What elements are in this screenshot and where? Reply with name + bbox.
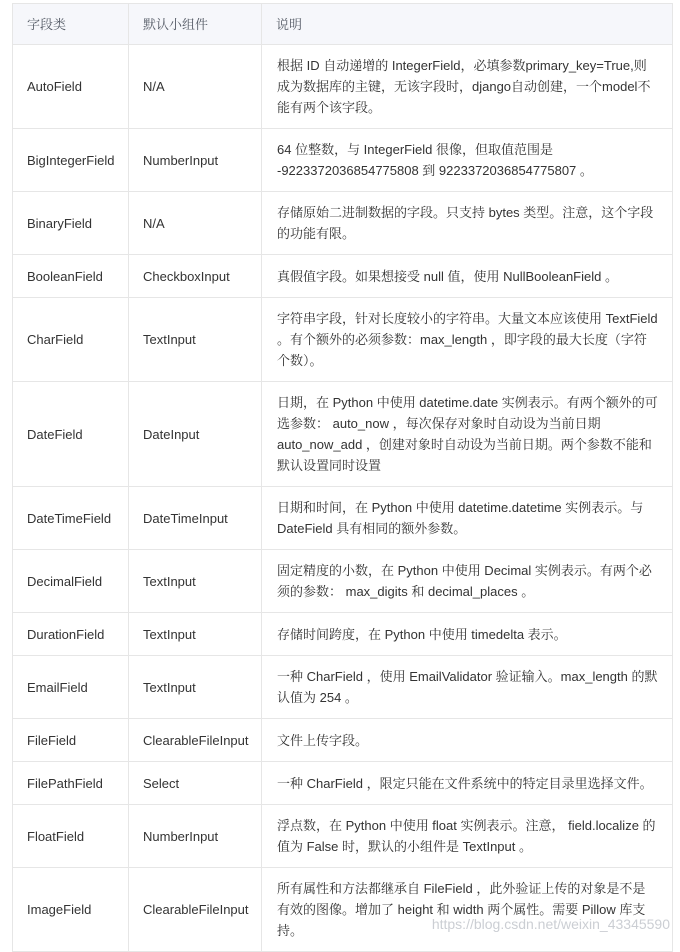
description-cell: 日期和时间，在 Python 中使用 datetime.datetime 实例表示。与 DateField 具有相同的额外参数。: [262, 487, 673, 550]
description-cell: 真假值字段。如果想接受 null 值，使用 NullBooleanField 。: [262, 255, 673, 298]
description-cell: 浮点数，在 Python 中使用 float 实例表示。注意， field.localize 的值为 False 时，默认的小组件是 TextInput 。: [262, 805, 673, 868]
table-body: [13, 45, 673, 952]
table-row: [13, 487, 673, 550]
description-cell: 一种 CharField ，限定只能在文件系统中的特定目录里选择文件。: [262, 762, 673, 805]
field-name-cell: BinaryField: [13, 192, 129, 255]
field-name-cell: DecimalField: [13, 550, 129, 613]
table-row: [13, 129, 673, 192]
field-name-cell: DateField: [13, 382, 129, 487]
field-name-cell: FloatField: [13, 805, 129, 868]
field-name-cell: BigIntegerField: [13, 129, 129, 192]
field-name-cell: FilePathField: [13, 762, 129, 805]
widget-cell: DateInput: [129, 382, 262, 487]
widget-cell: N/A: [129, 45, 262, 129]
table-row: [13, 762, 673, 805]
table-row: [13, 719, 673, 762]
header-field-class: 字段类: [13, 4, 129, 45]
table-row: [13, 613, 673, 656]
table-row: [13, 805, 673, 868]
table-row: [13, 255, 673, 298]
description-cell: 文件上传字段。: [262, 719, 673, 762]
field-name-cell: CharField: [13, 298, 129, 382]
widget-cell: NumberInput: [129, 129, 262, 192]
description-cell: 64 位整数，与 IntegerField 很像，但取值范围是 -9223372036854775808 到 9223372036854775807 。: [262, 129, 673, 192]
table-row: [13, 868, 673, 952]
widget-cell: TextInput: [129, 550, 262, 613]
header-default-widget: 默认小组件: [129, 4, 262, 45]
header-row: [13, 4, 673, 45]
description-cell: 一种 CharField ，使用 EmailValidator 验证输入。max_length 的默认值为 254 。: [262, 656, 673, 719]
field-reference-table: [12, 3, 673, 952]
description-cell: 固定精度的小数，在 Python 中使用 Decimal 实例表示。有两个必须的参数： max_digits 和 decimal_places 。: [262, 550, 673, 613]
widget-cell: TextInput: [129, 656, 262, 719]
description-cell: 存储时间跨度，在 Python 中使用 timedelta 表示。: [262, 613, 673, 656]
description-cell: 所有属性和方法都继承自 FileField ，此外验证上传的对象是不是有效的图像。增加了 height 和 width 两个属性。需要 Pillow 库支持。: [262, 868, 673, 952]
table-row: [13, 298, 673, 382]
widget-cell: ClearableFileInput: [129, 719, 262, 762]
table-header: [13, 4, 673, 45]
header-description: 说明: [262, 4, 673, 45]
field-name-cell: BooleanField: [13, 255, 129, 298]
table-row: [13, 45, 673, 129]
widget-cell: ClearableFileInput: [129, 868, 262, 952]
widget-cell: Select: [129, 762, 262, 805]
widget-cell: N/A: [129, 192, 262, 255]
field-name-cell: DateTimeField: [13, 487, 129, 550]
field-name-cell: AutoField: [13, 45, 129, 129]
table-row: [13, 382, 673, 487]
table-row: [13, 550, 673, 613]
watermark-url: https://blog.csdn.net/weixin_43345590: [431, 916, 670, 932]
widget-cell: TextInput: [129, 298, 262, 382]
field-name-cell: EmailField: [13, 656, 129, 719]
field-name-cell: ImageField: [13, 868, 129, 952]
widget-cell: DateTimeInput: [129, 487, 262, 550]
field-name-cell: DurationField: [13, 613, 129, 656]
field-name-cell: FileField: [13, 719, 129, 762]
description-cell: 根据 ID 自动递增的 IntegerField，必填参数primary_key=True,则成为数据库的主键，无该字段时，django自动创建，一个model不能有两个该字段。: [262, 45, 673, 129]
table-row: [13, 656, 673, 719]
description-cell: 日期，在 Python 中使用 datetime.date 实例表示。有两个额外的可选参数： auto_now ，每次保存对象时自动设为当前日期 auto_now_add ，创建对象时自动设为当前日期。两个参数不能和默认设置同时设置: [262, 382, 673, 487]
field-reference-table-container: [12, 3, 672, 952]
widget-cell: TextInput: [129, 613, 262, 656]
description-cell: 存储原始二进制数据的字段。只支持 bytes 类型。注意，这个字段的功能有限。: [262, 192, 673, 255]
table-row: [13, 192, 673, 255]
description-cell: 字符串字段，针对长度较小的字符串。大量文本应该使用 TextField 。有个额外的必须参数：max_length ，即字段的最大长度（字符个数）。: [262, 298, 673, 382]
widget-cell: CheckboxInput: [129, 255, 262, 298]
widget-cell: NumberInput: [129, 805, 262, 868]
